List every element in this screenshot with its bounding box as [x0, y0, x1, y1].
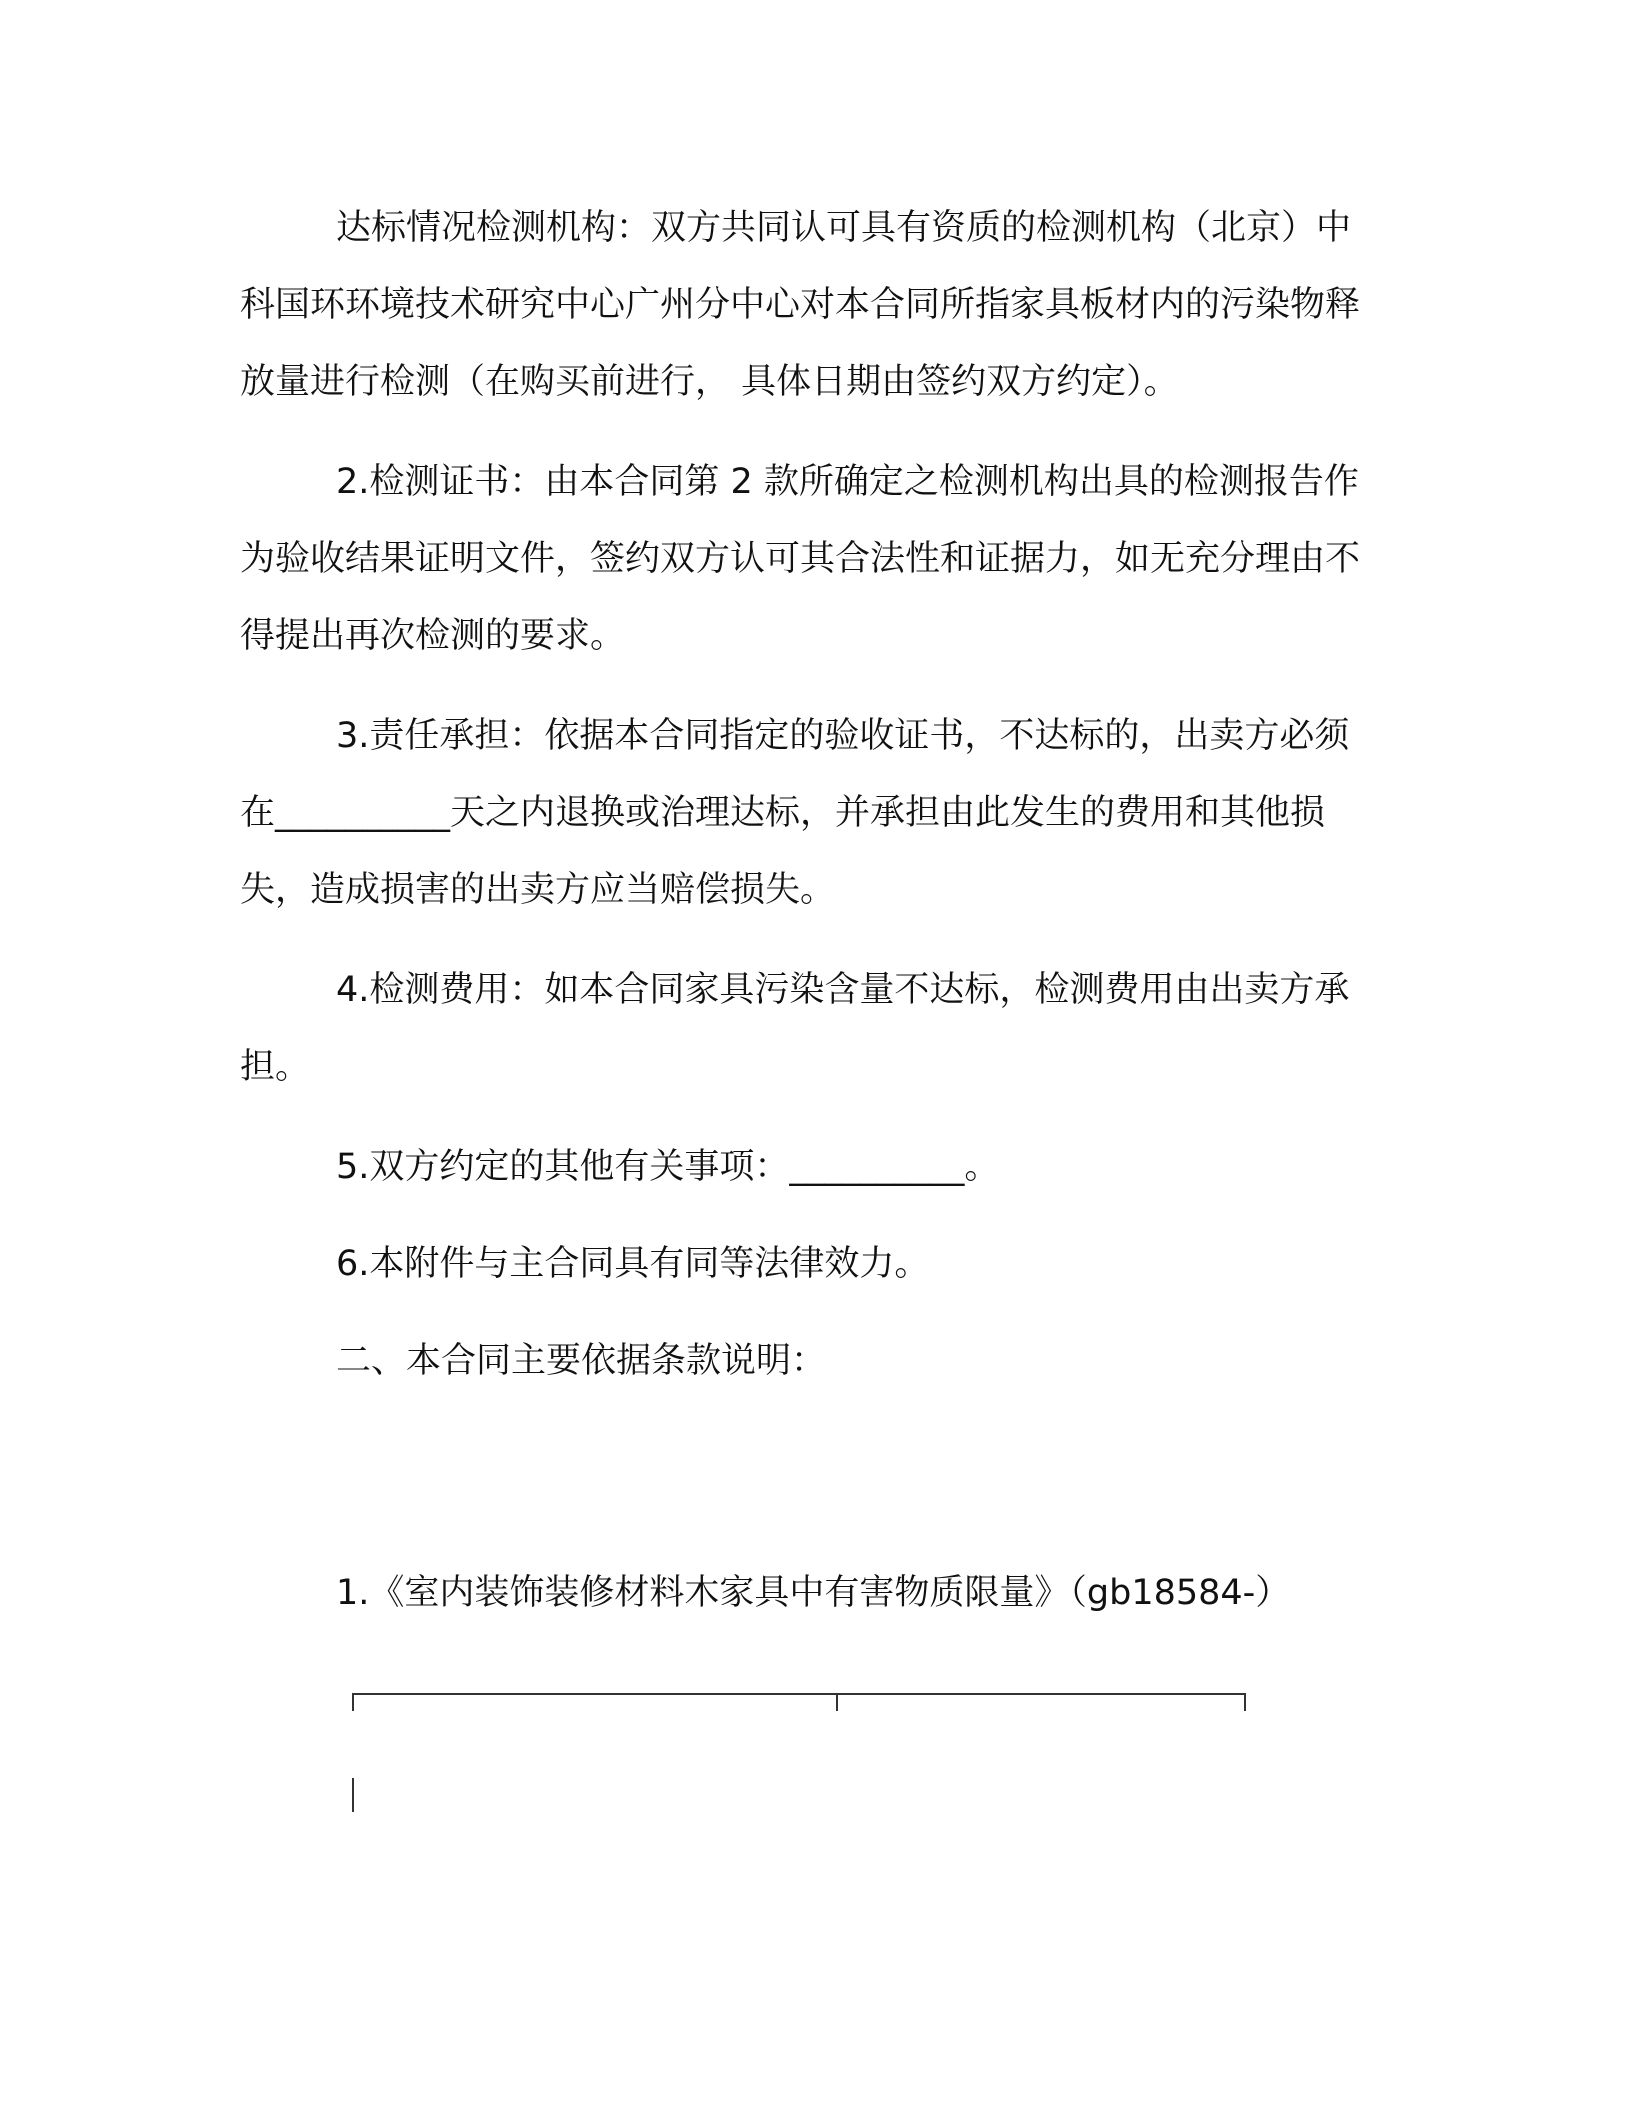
paragraph-legal-effect: 6.本附件与主合同具有同等法律效力。 — [336, 1244, 930, 1284]
standard-reference-title: 1.《室内装饰装修材料木家具中有害物质限量》（gb18584-） — [336, 1573, 1291, 1613]
table-middle-tick — [836, 1693, 838, 1711]
paragraph-testing-agency: 达标情况检测机构：双方共同认可具有资质的检测机构（北京）中科国环环境技术研究中心广州分中心对本合同所指家具板材内的污染物释放量进行检测（在购买前进行， 具体日期由签约双方约定）。 — [240, 208, 1361, 402]
table-left-tick — [352, 1693, 354, 1711]
table-lower-left-tick — [352, 1778, 354, 1812]
document-body — [240, 190, 1370, 1632]
paragraph-test-certificate: 2.检测证书：由本合同第 2 款所确定之检测机构出具的检测报告作为验收结果证明文件，签约双方认可其合法性和证据力，如无充分理由不得提出再次检测的要求。 — [240, 462, 1361, 656]
table-right-tick — [1244, 1693, 1246, 1711]
section-heading-basis: 二、本合同主要依据条款说明： — [336, 1341, 827, 1381]
paragraph-other-matters: 5.双方约定的其他有关事项：__________。 — [336, 1147, 1000, 1187]
paragraph-liability: 3.责任承担：依据本合同指定的验收证书，不达标的，出卖方必须在__________天之内退换或治理达标，并承担由此发生的费用和其他损失，造成损害的出卖方应当赔偿损失。 — [240, 716, 1350, 910]
table-top-border — [352, 1693, 1245, 1695]
paragraph-testing-fee: 4.检测费用：如本合同家具污染含量不达标，检测费用由出卖方承担。 — [240, 970, 1350, 1087]
